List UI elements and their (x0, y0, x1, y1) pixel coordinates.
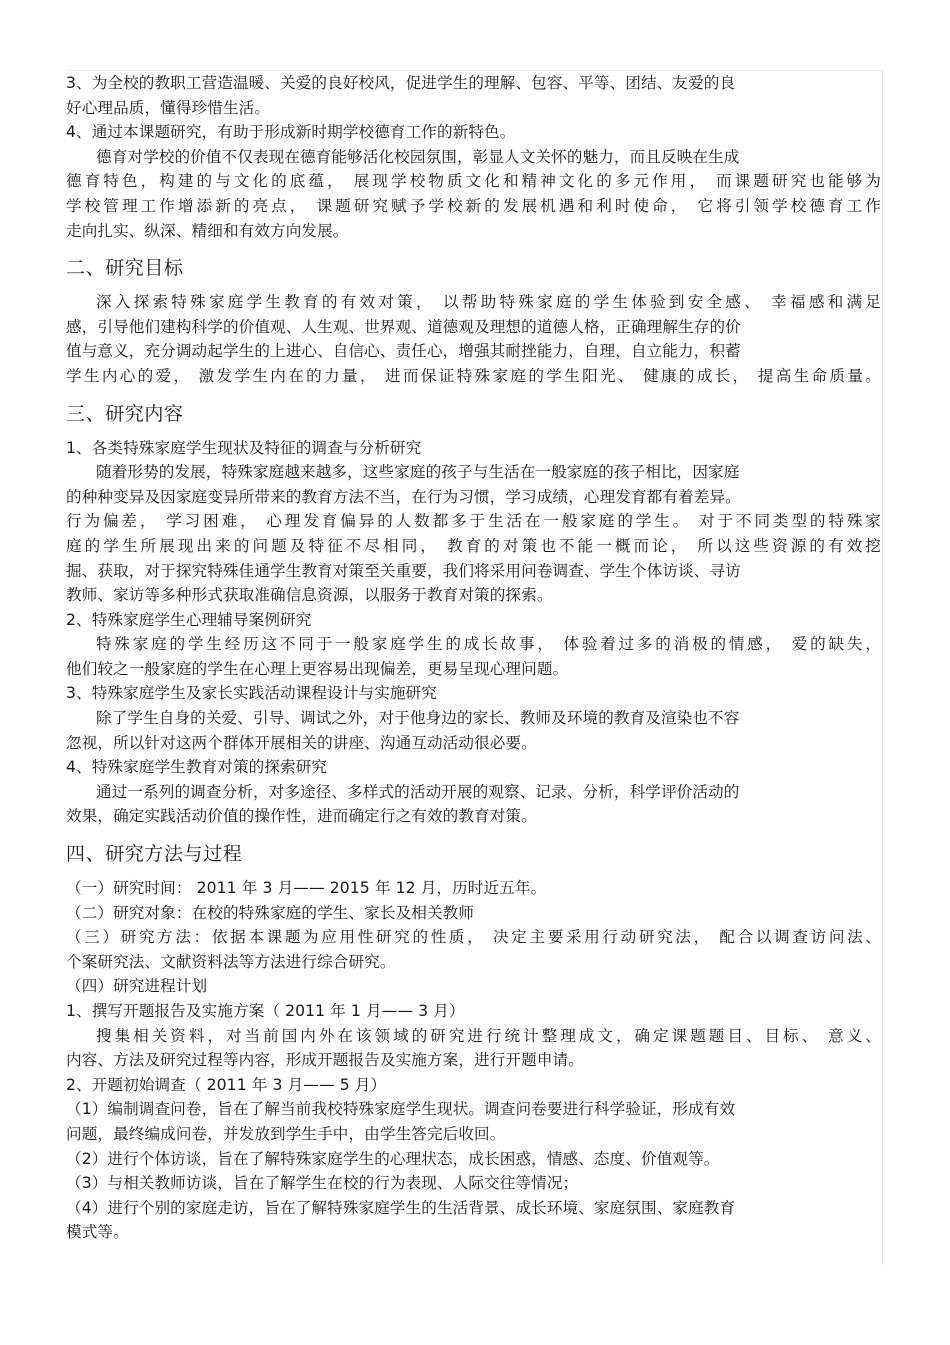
text-line: 教师、家访等多种形式获取准确信息资源，以服务于教育对策的探索。 (66, 586, 553, 605)
text-line: 内容、方法及研究过程等内容，形成开题报告及实施方案，进行开题申请。 (66, 1051, 584, 1070)
text-line: 4、特殊家庭学生教育对策的探索研究 (66, 758, 328, 777)
text-line: 值与意义，充分调动起学生的上进心、自信心、责任心，增强其耐挫能力，自理，自立能力，积蓄 (66, 342, 741, 361)
text-line: 学校管理工作增添新的亮点， 课题研究赋予学校新的发展机遇和利时使命， 它将引领学校德育工作 (66, 196, 881, 215)
text-line: 3、特殊家庭学生及家长实践活动课程设计与实施研究 (66, 684, 437, 703)
text-line: 问题，最终编成问卷，并发放到学生手中，由学生答完后收回。 (66, 1124, 506, 1143)
text-line: 德育特色，构建的与文化的底蕴， 展现学校物质文化和精神文化的多元作用， 而课题研究也能够为 (66, 172, 881, 191)
text-line: 的种种变异及因家庭变异所带来的教育方法不当，在行为习惯，学习成绩，心理发育都有着差异。 (66, 487, 741, 506)
text-line: 1、各类特殊家庭学生现状及特征的调查与分析研究 (66, 438, 422, 457)
text-line: 特殊家庭的学生经历这不同于一般家庭学生的成长故事， 体验着过多的消极的情感， 爱的缺失， (96, 635, 881, 654)
text-line: 随着形势的发展，特殊家庭越来越多，这些家庭的孩子与生活在一般家庭的孩子相比，因家庭 (96, 463, 740, 482)
text-line: 1、撰写开题报告及实施方案（ 2011 年 1 月—— 3 月） (66, 1002, 465, 1020)
text-line: 深入探索特殊家庭学生教育的有效对策， 以帮助特殊家庭的学生体验到安全感、 幸福感和满足 (96, 293, 881, 312)
text-line: 个案研究法、文献资料法等方法进行综合研究。 (66, 952, 396, 971)
text-line: （1）编制调查问卷，旨在了解当前我校特殊家庭学生现状。调查问卷要进行科学验证，形成有效 (66, 1100, 736, 1119)
document-body (66, 71, 881, 1245)
text-line: （三）研究方法：依据本课题为应用性研究的性质， 决定主要采用行动研究法， 配合以调查访问法、 (66, 928, 881, 947)
text-line: 2、特殊家庭学生心理辅导案例研究 (66, 610, 312, 629)
text-line: （3）与相关教师访谈，旨在了解学生在校的行为表现、人际交往等情况； (66, 1174, 579, 1193)
text-line: 除了学生自身的关爱、引导、调试之外，对于他身边的家长、教师及环境的教育及渲染也不容 (96, 709, 740, 728)
section-heading: 三、研究内容 (66, 402, 184, 425)
text-line: 3、为全校的教职工营造温暖、关爱的良好校风，促进学生的理解、包容、平等、团结、友爱的良 (66, 74, 736, 92)
text-line: （2）进行个体访谈，旨在了解特殊家庭学生的心理状态，成长困惑，情感、态度、价值观等。 (66, 1149, 720, 1168)
text-line: 庭的学生所展现出来的问题及特征不尽相同， 教育的对策也不能一概而论， 所以这些资源的有效挖 (66, 536, 881, 555)
text-line: 模式等。 (66, 1223, 129, 1242)
text-line: （二）研究对象：在校的特殊家庭的学生、家长及相关教师 (66, 903, 475, 922)
text-line: 行为偏差， 学习困难， 心理发育偏异的人数都多于生活在一般家庭的学生。 对于不同类型的特殊家 (66, 512, 881, 531)
text-line: 走向扎实、纵深、精细和有效方向发展。 (66, 221, 349, 240)
text-line: 4、通过本课题研究，有助于形成新时期学校德育工作的新特色。 (66, 123, 516, 142)
text-line: （4）进行个别的家庭走访，旨在了解特殊家庭学生的生活背景、成长环境、家庭氛围、家庭教育 (66, 1198, 736, 1217)
text-line: 通过一系列的调查分析，对多途径、多样式的活动开展的观察、记录、分析，科学评价活动的 (96, 782, 740, 801)
text-line: 掘、获取，对于探究特殊佳通学生教育对策至关重要，我们将采用问卷调查、学生个体访谈、寻访 (66, 561, 741, 580)
text-line: 他们较之一般家庭的学生在心理上更容易出现偏差，更易呈现心理问题。 (66, 659, 569, 678)
text-line: （四）研究进程计划 (66, 977, 208, 996)
text-line: 感，引导他们建构科学的价值观、人生观、世界观、道德观及理想的道德人格，正确理解生存的价 (66, 317, 741, 336)
section-heading: 二、研究目标 (66, 257, 184, 280)
text-line: （一）研究时间： 2011 年 3 月—— 2015 年 12 月，历时近五年。 (66, 879, 547, 898)
text-line: 德育对学校的价值不仅表现在德育能够活化校园氛围，彰显人文关怀的魅力，而且反映在生成 (96, 147, 740, 166)
section-heading: 四、研究方法与过程 (66, 843, 243, 866)
text-line: 效果，确定实践活动价值的操作性，进而确定行之有效的教育对策。 (66, 807, 537, 826)
text-line: 学生内心的爱， 激发学生内在的力量， 进而保证特殊家庭的学生阳光、 健康的成长， 提高生命质量。 (66, 366, 881, 385)
text-line: 搜集相关资料，对当前国内外在该领域的研究进行统计整理成文，确定课题题目、目标、 意义、 (96, 1026, 881, 1045)
text-line: 好心理品质，懂得珍惜生活。 (66, 98, 271, 117)
text-line: 2、开题初始调查（ 2011 年 3 月—— 5 月） (66, 1075, 387, 1094)
text-line: 忽视，所以针对这两个群体开展相关的讲座、沟通互动活动很必要。 (66, 733, 537, 752)
